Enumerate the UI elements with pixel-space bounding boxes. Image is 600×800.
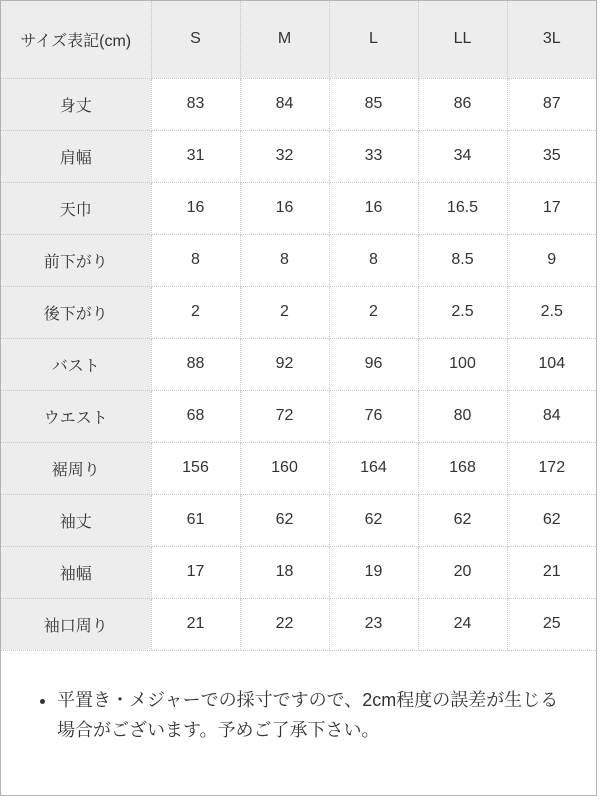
measurement-value: 61	[151, 494, 240, 546]
measurement-label: ウエスト	[1, 390, 151, 442]
measurement-note-section	[1, 651, 596, 745]
measurement-value: 8.5	[418, 234, 507, 286]
measurement-value: 16	[240, 182, 329, 234]
measurement-label: 袖口周り	[1, 598, 151, 650]
measurement-value: 8	[151, 234, 240, 286]
measurement-row	[1, 130, 596, 182]
measurement-label: 裾周り	[1, 442, 151, 494]
size-table-body	[1, 78, 596, 650]
measurement-value: 88	[151, 338, 240, 390]
measurement-value: 35	[507, 130, 596, 182]
measurement-value: 17	[507, 182, 596, 234]
size-column-header: LL	[418, 1, 507, 78]
measurement-value: 68	[151, 390, 240, 442]
measurement-value: 62	[329, 494, 418, 546]
measurement-value: 34	[418, 130, 507, 182]
measurement-value: 16	[151, 182, 240, 234]
measurement-value: 8	[329, 234, 418, 286]
measurement-row	[1, 338, 596, 390]
measurement-value: 21	[151, 598, 240, 650]
measurement-label: 袖幅	[1, 546, 151, 598]
measurement-row	[1, 494, 596, 546]
size-table	[1, 1, 596, 651]
size-column-header: S	[151, 1, 240, 78]
measurement-value: 168	[418, 442, 507, 494]
measurement-value: 100	[418, 338, 507, 390]
measurement-value: 9	[507, 234, 596, 286]
measurement-value: 104	[507, 338, 596, 390]
measurement-value: 16	[329, 182, 418, 234]
measurement-value: 80	[418, 390, 507, 442]
measurement-value: 21	[507, 546, 596, 598]
measurement-value: 92	[240, 338, 329, 390]
measurement-row	[1, 442, 596, 494]
measurement-row	[1, 286, 596, 338]
measurement-value: 62	[507, 494, 596, 546]
measurement-value: 23	[329, 598, 418, 650]
measurement-value: 2	[240, 286, 329, 338]
measurement-value: 25	[507, 598, 596, 650]
measurement-value: 19	[329, 546, 418, 598]
measurement-row	[1, 234, 596, 286]
note-line-1: • 平置き・メジャーでの採寸ですので、2cm程度の誤差が生じる	[57, 689, 559, 710]
measurement-value: 83	[151, 78, 240, 130]
measurement-value: 72	[240, 390, 329, 442]
measurement-value: 24	[418, 598, 507, 650]
size-column-header: M	[240, 1, 329, 78]
measurement-value: 164	[329, 442, 418, 494]
measurement-value: 2.5	[507, 286, 596, 338]
measurement-value: 8	[240, 234, 329, 286]
measurement-label: 前下がり	[1, 234, 151, 286]
measurement-value: 96	[329, 338, 418, 390]
measurement-row	[1, 598, 596, 650]
size-table-header-row	[1, 1, 596, 78]
measurement-value: 16.5	[418, 182, 507, 234]
note-line-2: 場合がございます。予めご了承下さい。	[57, 719, 380, 740]
measurement-label: 後下がり	[1, 286, 151, 338]
measurement-value: 32	[240, 130, 329, 182]
measurement-value: 22	[240, 598, 329, 650]
measurement-value: 2	[151, 286, 240, 338]
measurement-value: 160	[240, 442, 329, 494]
measurement-value: 2.5	[418, 286, 507, 338]
measurement-value: 62	[240, 494, 329, 546]
measurement-row	[1, 182, 596, 234]
measurement-value: 17	[151, 546, 240, 598]
measurement-value: 84	[240, 78, 329, 130]
measurement-value: 33	[329, 130, 418, 182]
measurement-value: 156	[151, 442, 240, 494]
size-table-head	[1, 1, 596, 78]
measurement-value: 76	[329, 390, 418, 442]
measurement-row	[1, 546, 596, 598]
measurement-value: 84	[507, 390, 596, 442]
measurement-value: 86	[418, 78, 507, 130]
note-item	[57, 685, 572, 745]
measurement-value: 20	[418, 546, 507, 598]
measurement-value: 2	[329, 286, 418, 338]
measurement-label: 身丈	[1, 78, 151, 130]
measurement-value: 62	[418, 494, 507, 546]
measurement-row	[1, 78, 596, 130]
size-column-header: 3L	[507, 1, 596, 78]
measurement-label: 袖丈	[1, 494, 151, 546]
measurement-value: 85	[329, 78, 418, 130]
measurement-row	[1, 390, 596, 442]
size-column-header: L	[329, 1, 418, 78]
measurement-value: 31	[151, 130, 240, 182]
measurement-value: 87	[507, 78, 596, 130]
measurement-label: 天巾	[1, 182, 151, 234]
notes-list	[36, 685, 572, 745]
measurement-label: 肩幅	[1, 130, 151, 182]
measurement-value: 172	[507, 442, 596, 494]
measurement-value: 18	[240, 546, 329, 598]
table-corner-header: サイズ表記(cm)	[1, 1, 151, 78]
measurement-label: バスト	[1, 338, 151, 390]
